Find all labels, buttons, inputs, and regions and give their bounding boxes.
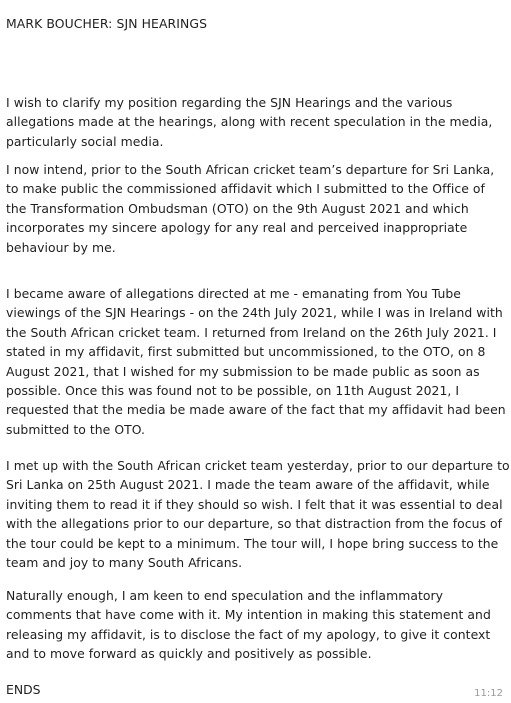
text-line: Naturally enough, I am keen to end speculation and the inflammatory bbox=[6, 588, 444, 603]
text-line: I now intend, prior to the South African cricket team’s departure for Sri Lanka, bbox=[6, 162, 495, 177]
text-line: August 2021, that I wished for my submission to be made public as soon as bbox=[6, 363, 480, 379]
text-line: releasing my affidavit, is to disclose the fact of my apology, to give it context bbox=[6, 626, 491, 642]
text-line: inviting them to read it if they should so wish. I felt that it was essential to deal bbox=[6, 496, 503, 512]
text-line: the South African cricket team. I returned from Ireland on the 26th July 2021. I bbox=[6, 324, 497, 340]
text-line: I became aware of allegations directed at me - emanating from You Tube bbox=[6, 286, 461, 301]
text-line: and to move forward as quickly and positively as possible. bbox=[6, 646, 372, 662]
text-line: I met up with the South African cricket team yesterday, prior to our departure to bbox=[6, 458, 510, 473]
text-line: to make public the commissioned affidavit which I submitted to the Office of bbox=[6, 181, 485, 197]
text-line: with the allegations prior to our departure, so that distraction from the focus of bbox=[6, 516, 503, 532]
paragraph-2 bbox=[6, 160, 509, 257]
text-line: I wish to clarify my position regarding the SJN Hearings and the various bbox=[6, 95, 453, 110]
paragraph-1 bbox=[6, 93, 509, 151]
text-line: submitted to the OTO. bbox=[6, 421, 146, 437]
text-line: requested that the media be made aware of the fact that my affidavit had been bbox=[6, 402, 506, 418]
paragraph-3 bbox=[6, 284, 509, 439]
message-timestamp: 11:12 bbox=[474, 688, 503, 699]
text-line: particularly social media. bbox=[6, 133, 164, 149]
text-line: stated in my affidavit, first submitted but uncommissioned, to the OTO, on 8 bbox=[6, 344, 486, 360]
text-line: team and joy to many South Africans. bbox=[6, 555, 243, 571]
text-line: viewings of the SJN Hearings - on the 24th July 2021, while I was in Ireland with bbox=[6, 305, 503, 321]
text-line: comments that have come with it. My intention in making this statement and bbox=[6, 607, 491, 623]
text-line: behaviour by me. bbox=[6, 239, 116, 255]
paragraph-4 bbox=[6, 456, 509, 572]
text-line: Sri Lanka on 25th August 2021. I made the team aware of the affidavit, while bbox=[6, 477, 490, 493]
text-line: incorporates my sincere apology for any real and perceived inappropriate bbox=[6, 220, 468, 236]
text-line: allegations made at the hearings, along with recent speculation in the media, bbox=[6, 114, 493, 130]
ends-marker: ENDS bbox=[6, 682, 41, 697]
text-line: the tour could be kept to a minimum. The tour will, I hope bring success to the bbox=[6, 535, 499, 551]
paragraph-5 bbox=[6, 586, 509, 664]
text-line: possible. Once this was found not to be possible, on 11th August 2021, I bbox=[6, 383, 460, 399]
statement-title: MARK BOUCHER: SJN HEARINGS bbox=[6, 16, 208, 31]
text-line: the Transformation Ombudsman (OTO) on the 9th August 2021 and which bbox=[6, 200, 469, 216]
